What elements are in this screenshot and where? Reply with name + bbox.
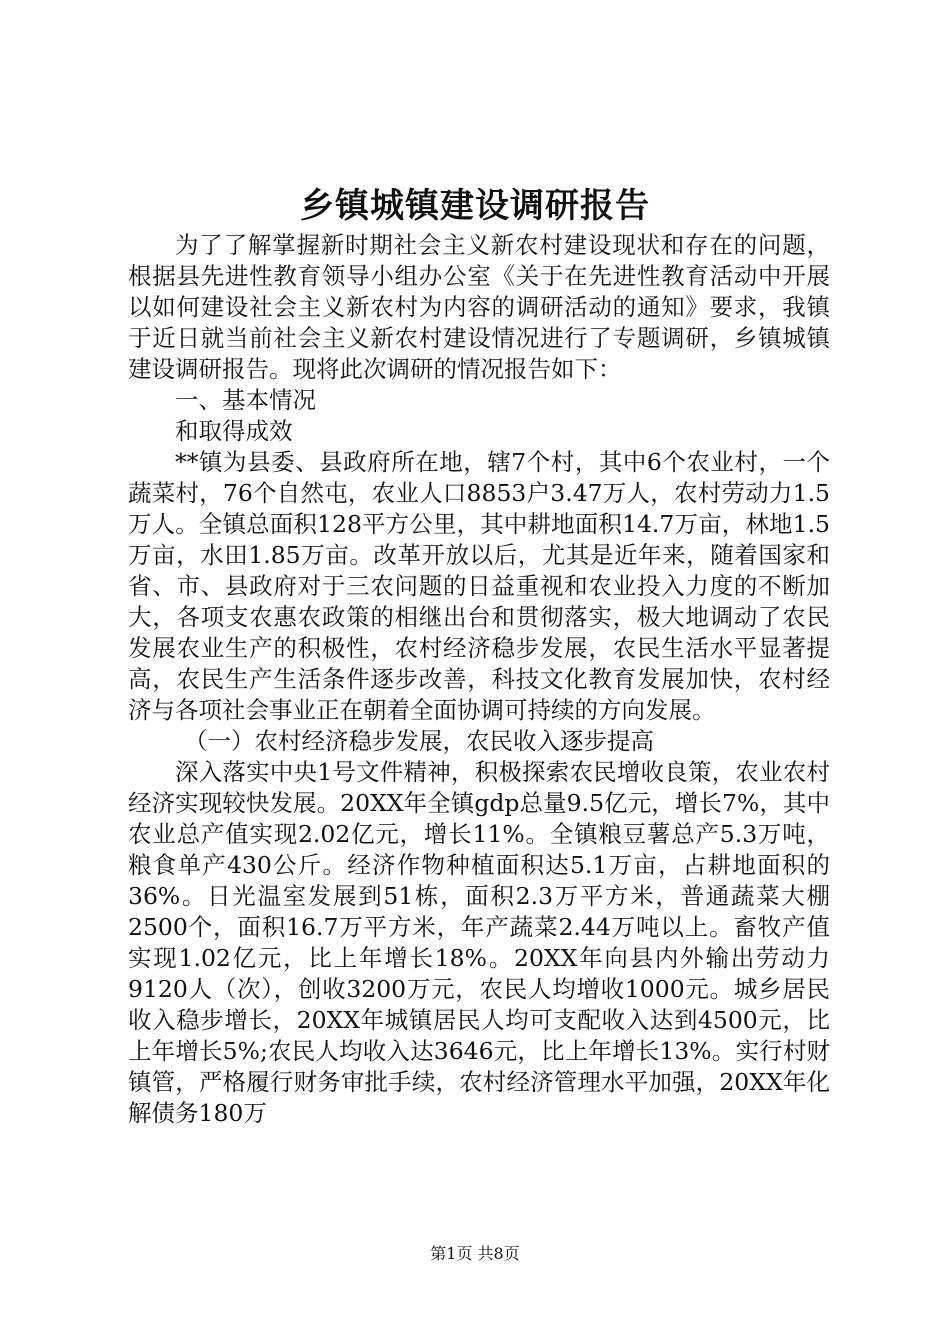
paragraph-overview: **镇为县委、县政府所在地，辖7个村，其中6个农业村，一个蔬菜村，76个自然屯，农业人口8853户3.47万人，农村劳动力1.5万人。全镇总面积128平方公里，其中耕地面积14.7万亩，林地1.5万亩，水田1.85万亩。改革开放以后，尤其是近年来，随着国家和省、市、县政府对于三农问题的日益重视和农业投入力度的不断加大，各项支农惠农政策的相继出台和贯彻落实，极大地调动了农民发展农业生产的积极性，农村经济稳步发展，农民生活水平显著提高，农民生产生活条件逐步改善，科技文化教育发展加快，农村经济与各项社会事业正在朝着全面协调可持续的方向发展。	[128, 448, 830, 724]
document-title: 乡镇城镇建设调研报告	[300, 186, 650, 226]
section-heading-achievements: 和取得成效	[175, 417, 293, 445]
subsection-heading-economy: （一）农村经济稳步发展，农民收入逐步提高	[184, 727, 654, 755]
page-footer: 第1页 共8页	[430, 1244, 520, 1263]
paragraph-intro: 为了了解掌握新时期社会主义新农村建设现状和存在的问题，根据县先进性教育领导小组办公室《关于在先进性教育活动中开展以如何建设社会主义新农村为内容的调研活动的通知》要求，我镇于近日就当前社会主义新农村建设情况进行了专题调研，乡镇城镇建设调研报告。现将此次调研的情况报告如下：	[128, 231, 830, 383]
section-heading-basic: 一、基本情况	[175, 386, 316, 414]
paragraph-economy: 深入落实中央1号文件精神，积极探索农民增收良策，农业农村经济实现较快发展。20XX年全镇gdp总量9.5亿元，增长7%，其中农业总产值实现2.02亿元，增长11%。全镇粮豆薯总产5.3万吨，粮食单产430公斤。经济作物种植面积达5.1万亩，占耕地面积的36%。日光温室发展到51栋，面积2.3万平方米，普通蔬菜大棚2500个，面积16.7万平方米，年产蔬菜2.44万吨以上。畜牧产值实现1.02亿元，比上年增长18%。20XX年向县内外输出劳动力9120人（次），创收3200万元，农民人均增收1000元。城乡居民收入稳步增长，20XX年城镇居民人均可支配收入达到4500元，比上年增长5%;农民人均收入达3646元，比上年增长13%。实行村财镇管，严格履行财务审批手续，农村经济管理水平加强，20XX年化解债务180万	[128, 758, 830, 1127]
document-body	[128, 230, 830, 1129]
